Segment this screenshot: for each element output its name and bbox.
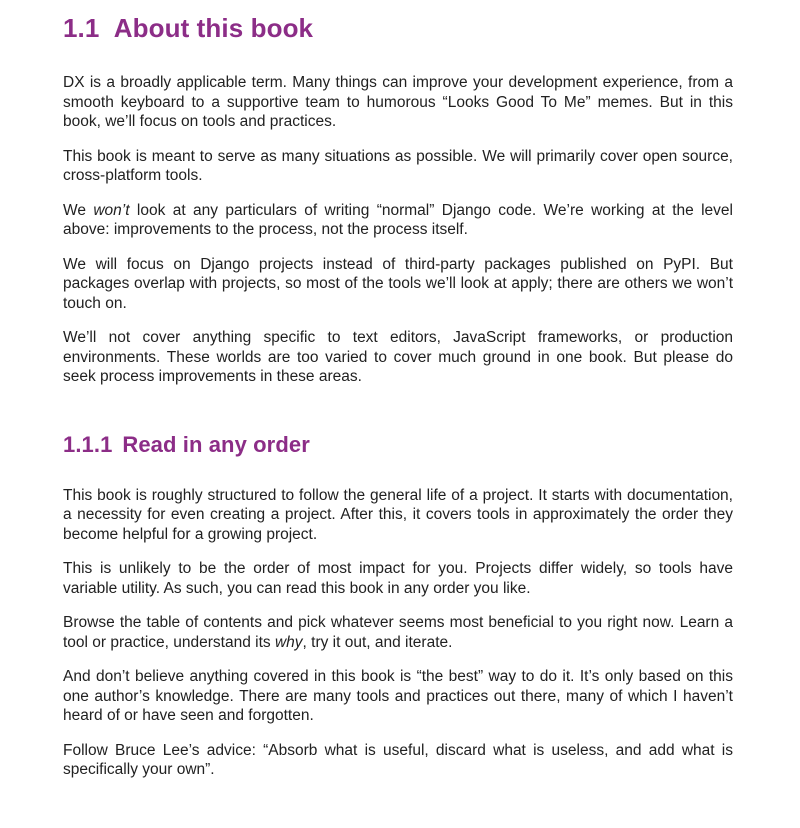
paragraph-3 <box>63 201 733 240</box>
section-title: About this book <box>113 13 314 43</box>
paragraph-8-text: , try it out, and iterate. <box>302 633 453 651</box>
paragraph-8-text: Browse the table of contents and pick whatever seems most beneficial to you right now. Learn a tool or practice, understand its <box>63 614 733 651</box>
subsection-title: Read in any order <box>122 431 310 457</box>
paragraph-3-text: We <box>63 201 94 219</box>
paragraph-2: This book is meant to serve as many situations as possible. We will primarily cover open source, cross-platform tools. <box>63 147 733 184</box>
paragraph-1: DX is a broadly applicable term. Many things can improve your development experience, from a smooth keyboard to a supportive team to humorous “Looks Good To Me” memes. But in this book, we’ll focus on tools and practices. <box>63 74 733 130</box>
paragraph-6: This book is roughly structured to follow the general life of a project. It starts with documentation, a necessity for even creating a project. After this, it covers tools in approximately the order they become helpful for a growing project. <box>63 486 733 543</box>
paragraph-7: This is unlikely to be the order of most impact for you. Projects differ widely, so tools have variable utility. As such, you can read this book in any order you like. <box>63 560 733 597</box>
subsection-heading <box>63 431 733 457</box>
paragraph-5: We’ll not cover anything specific to text editors, JavaScript frameworks, or production environments. These worlds are too varied to cover much ground in one book. But please do seek process improvements in these areas. <box>63 329 733 385</box>
paragraph-3-text: look at any particulars of writing “normal” Django code. We’re working at the level above: improvements to the process, not the process itself. <box>63 201 733 238</box>
paragraph-3-italic: won’t <box>93 201 130 219</box>
section-number: 1.1 <box>63 13 100 43</box>
section-heading <box>63 15 733 41</box>
paragraph-8-italic: why <box>274 633 303 651</box>
paragraph-9: And don’t believe anything covered in this book is “the best” way to do it. It’s only based on this one author’s knowledge. There are many tools and practices out there, many of which I haven’t heard of or have seen and forgotten. <box>63 668 733 724</box>
paragraph-4: We will focus on Django projects instead of third-party packages published on PyPI. But packages overlap with projects, so most of the tools we’ll look at apply; there are others we won’t touch on. <box>63 255 733 312</box>
paragraph-8 <box>63 613 733 652</box>
paragraph-10: Follow Bruce Lee’s advice: “Absorb what is useful, discard what is useless, and add what is specifically your own”. <box>63 741 733 778</box>
subsection-number: 1.1.1 <box>63 431 113 457</box>
